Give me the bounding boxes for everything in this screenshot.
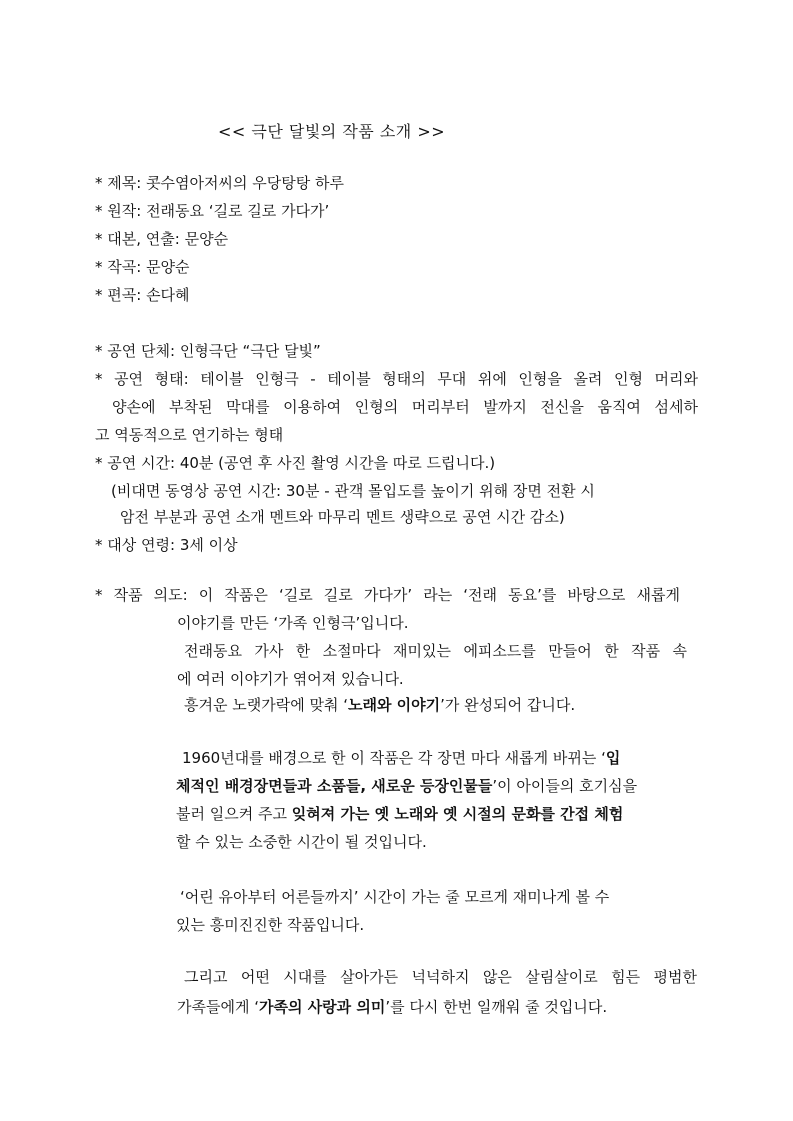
performance-age: * 대상 연령: 3세 이상	[95, 536, 238, 554]
intent-p2-line-1: 1960년대를 배경으로 한 이 작품은 각 장면 마다 새롭게 바뀌는 ‘입	[182, 749, 621, 767]
intent-p3-line-1: ‘어린 유아부터 어른들까지’ 시간이 가는 줄 모르게 재미나게 볼 수	[180, 888, 610, 906]
page-title: << 극단 달빛의 작품 소개 >>	[218, 122, 446, 141]
emphasis-scenes-props-characters: 체적인 배경장면들과 소품들, 새로운 등장인물들	[176, 777, 493, 795]
intent-p1-line-5: 흥겨운 노랫가락에 맞춰 ‘노래와 이야기’가 완성되어 갑니다.	[184, 696, 576, 714]
performance-time-line-3: 암전 부분과 공연 소개 멘트와 마무리 멘트 생략으로 공연 시간 감소)	[120, 508, 565, 526]
credit-arranger: * 편곡: 손다혜	[95, 286, 190, 304]
intent-p2-line-2: 체적인 배경장면들과 소품들, 새로운 등장인물들’이 아이들의 호기심을	[176, 777, 638, 795]
intent-p2-line-3: 불러 일으켜 주고 잊혀져 가는 옛 노래와 옛 시절의 문화를 간접 체험	[176, 805, 624, 823]
intent-p1-line-4: 에 여러 이야기가 엮어져 있습니다.	[177, 670, 404, 688]
performance-group: * 공연 단체: 인형극단 “극단 달빛”	[95, 342, 321, 360]
emphasis-song-and-story: 노래와 이야기	[347, 696, 441, 714]
intent-p2-line-4: 할 수 있는 소중한 시간이 될 것입니다.	[176, 833, 427, 851]
credit-script-director: * 대본, 연출: 문양순	[95, 230, 229, 248]
intent-p1-line-1: * 작품 의도: 이 작품은 ‘길로 길로 가다가’ 라는 ‘전래 동요’를 바탕으로 새롭게	[95, 586, 680, 604]
performance-form-line-3: 고 역동적으로 연기하는 형태	[95, 426, 284, 444]
performance-time-line-1: * 공연 시간: 40분 (공연 후 사진 촬영 시간을 따로 드립니다.)	[95, 454, 496, 472]
intent-p4-line-1: 그리고 어떤 시대를 살아가든 넉넉하지 않은 살림살이로 힘든 평범한	[184, 968, 697, 986]
credit-composer: * 작곡: 문양순	[95, 258, 190, 276]
performance-form-line-1: * 공연 형태: 테이블 인형극 - 테이블 형태의 무대 위에 인형을 올려 인형 머리와	[95, 370, 698, 388]
emphasis-culture-experience: 잊혀져 가는 옛 노래와 옛 시절의 문화를 간접 체험	[291, 805, 624, 823]
performance-form-line-2: 양손에 부착된 막대를 이용하여 인형의 머리부터 발까지 전신을 움직여 섬세하	[112, 398, 698, 416]
credit-original: * 원작: 전래동요 ‘길로 길로 가다가’	[95, 202, 330, 220]
intent-p4-line-2: 가족들에게 ‘가족의 사랑과 의미’를 다시 한번 일깨워 줄 것입니다.	[177, 998, 608, 1016]
intent-p1-line-3: 전래동요 가사 한 소절마다 재미있는 에피소드를 만들어 한 작품 속	[184, 642, 687, 660]
emphasis-family-love: 가족의 사랑과 의미	[259, 998, 386, 1016]
credit-title: * 제목: 콧수염아저씨의 우당탕탕 하루	[95, 174, 344, 192]
intent-p1-line-2: 이야기를 만든 ‘가족 인형극’입니다.	[177, 614, 409, 632]
intent-p3-line-2: 있는 흥미진진한 작품입니다.	[176, 916, 365, 934]
performance-time-line-2: (비대면 동영상 공연 시간: 30분 - 관객 몰입도를 높이기 위해 장면 전환 시	[111, 482, 595, 500]
